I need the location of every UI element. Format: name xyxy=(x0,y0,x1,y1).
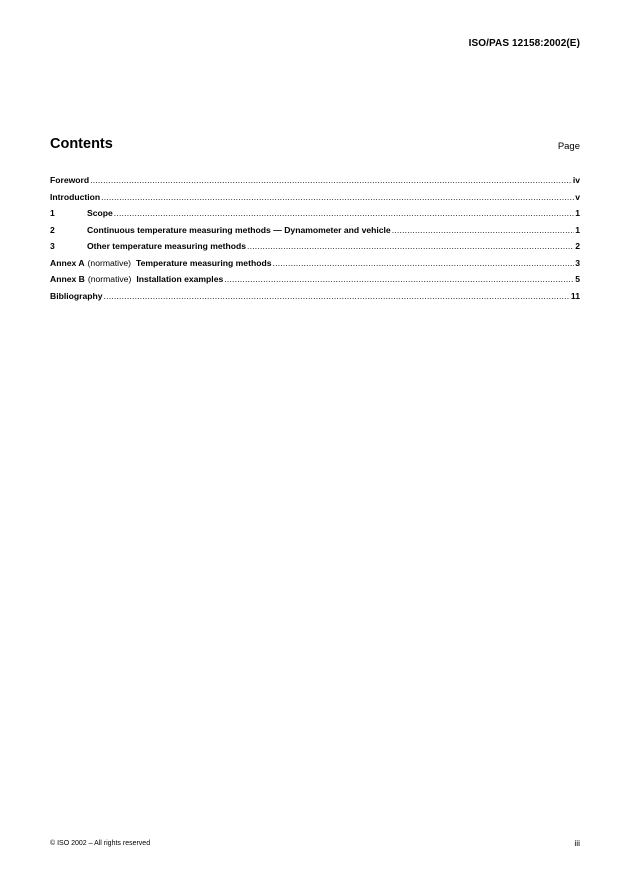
toc-leader-dots xyxy=(247,241,574,251)
toc-entry-title: Bibliography xyxy=(50,290,103,301)
toc-entry-bibliography[interactable] xyxy=(50,291,580,308)
toc-entry-number: 2 xyxy=(50,224,55,235)
footer-page-number: iii xyxy=(574,838,580,848)
toc-entry-title: Scope xyxy=(87,208,113,218)
toc-leader-dots xyxy=(90,175,572,185)
toc-leader-dots xyxy=(104,291,570,301)
contents-heading: Contents xyxy=(50,136,113,152)
toc-entry-page: 5 xyxy=(575,274,580,284)
toc-annex-label: Annex A xyxy=(50,257,85,268)
toc-entry-number: 1 xyxy=(50,208,55,218)
toc-entry-other-methods[interactable] xyxy=(50,241,580,258)
toc-entry-number: 3 xyxy=(50,241,55,251)
toc-annex-type: (normative) xyxy=(87,274,132,284)
toc-leader-dots xyxy=(101,192,574,202)
toc-entry-title: Foreword xyxy=(50,175,90,185)
toc-entry-page: iv xyxy=(572,175,580,185)
toc-annex-label: Annex B xyxy=(50,274,85,284)
toc-entry-annex-b[interactable] xyxy=(50,274,580,291)
document-id: ISO/PAS 12158:2002(E) xyxy=(468,38,580,49)
toc-annex-type: (normative) xyxy=(87,257,132,268)
toc-entry-title: Installation examples xyxy=(136,274,224,284)
toc-entry-continuous-methods[interactable] xyxy=(50,225,580,242)
toc-entry-foreword[interactable] xyxy=(50,175,580,192)
toc-entry-page: 2 xyxy=(575,241,580,251)
toc-leader-dots xyxy=(392,225,575,235)
toc-entry-title: Other temperature measuring methods xyxy=(87,241,247,251)
page-column-label: Page xyxy=(557,141,580,152)
toc-entry-page: v xyxy=(575,191,580,202)
toc-leader-dots xyxy=(272,258,574,268)
toc-entry-annex-a[interactable] xyxy=(50,258,580,275)
toc-leader-dots xyxy=(224,274,574,284)
toc-entry-page: 11 xyxy=(570,290,580,301)
toc-entry-introduction[interactable] xyxy=(50,192,580,209)
toc-entry-page: 1 xyxy=(575,224,580,235)
toc-entry-title: Continuous temperature measuring methods — Dynamometer and vehicle xyxy=(87,224,391,235)
toc-entry-scope[interactable] xyxy=(50,208,580,225)
toc-entry-page: 1 xyxy=(575,208,580,218)
toc-leader-dots xyxy=(114,208,574,218)
toc-entry-title: Introduction xyxy=(50,191,101,202)
footer-copyright: © ISO 2002 – All rights reserved xyxy=(50,840,151,847)
toc-entry-title: Temperature measuring methods xyxy=(136,257,272,268)
table-of-contents xyxy=(50,175,580,307)
toc-entry-page: 3 xyxy=(575,257,580,268)
